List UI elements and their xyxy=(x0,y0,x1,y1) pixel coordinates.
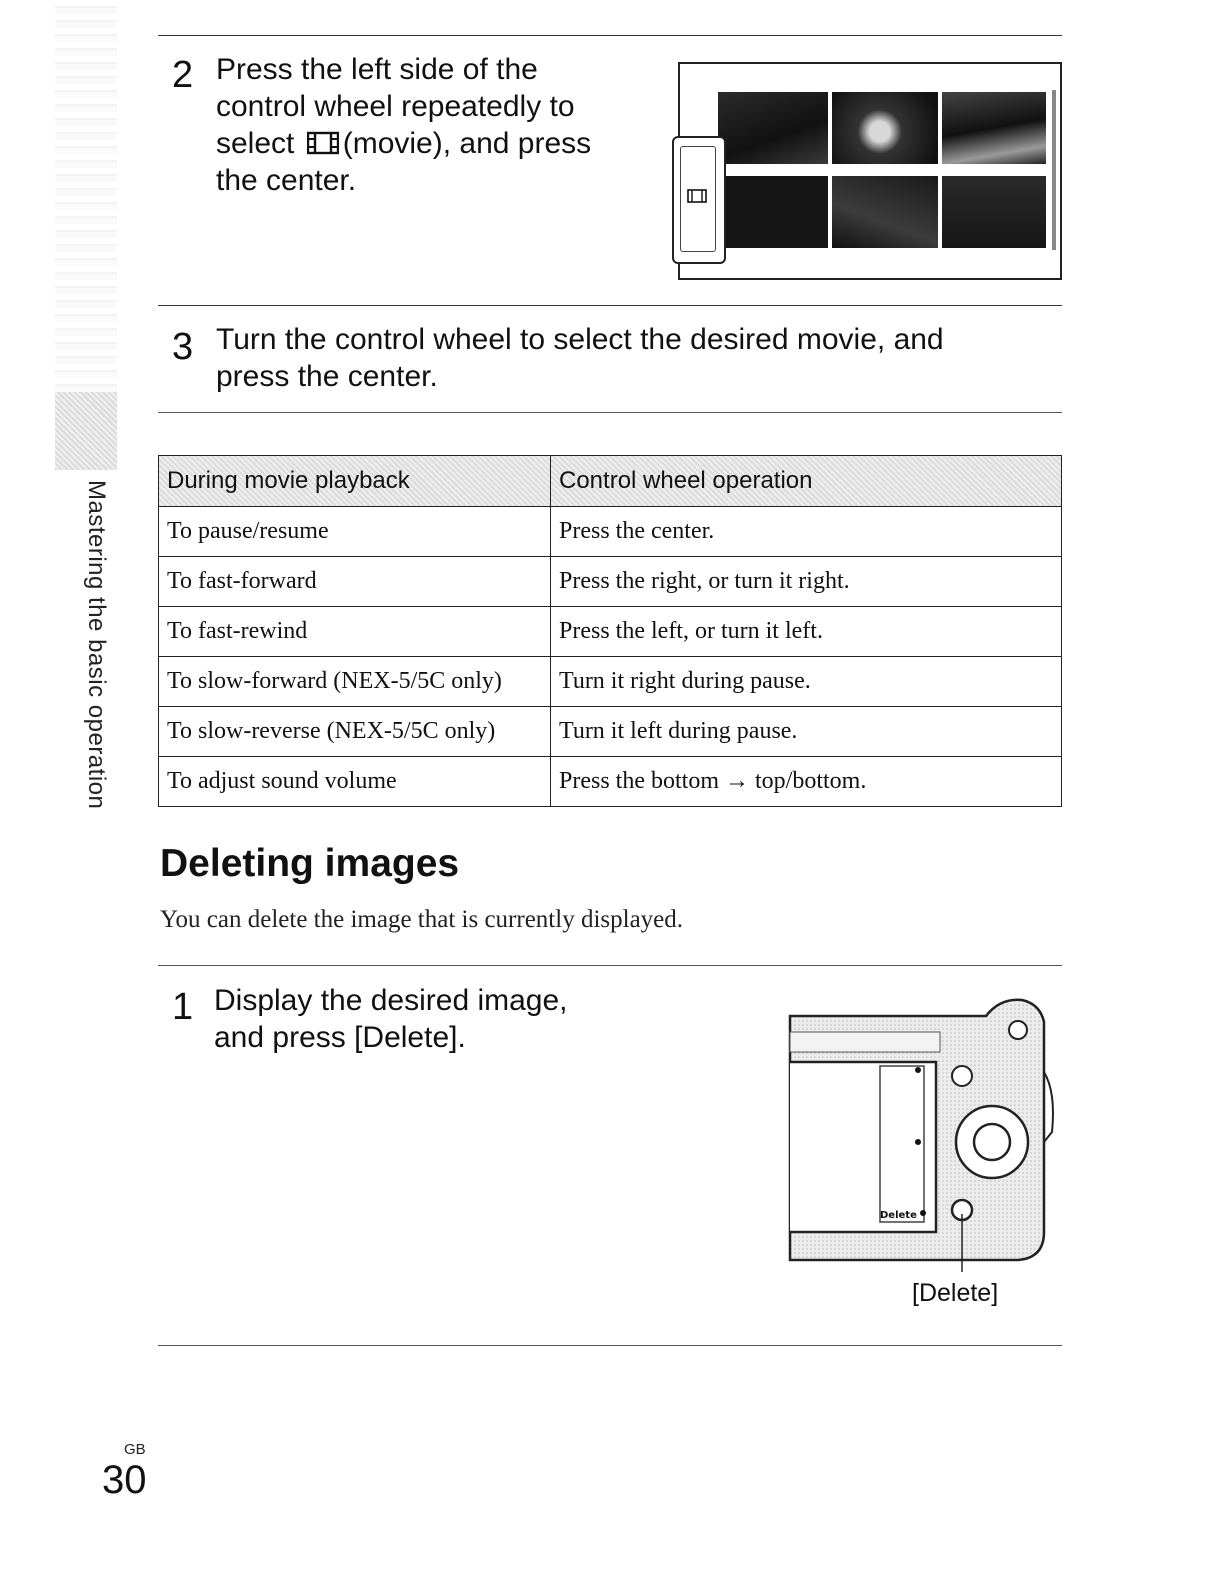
movie-icon xyxy=(307,131,339,155)
rule-before-table xyxy=(158,412,1062,413)
camera-back-illustration xyxy=(786,992,1066,1272)
table-cell-action: To fast-rewind xyxy=(159,607,551,657)
table-cell-operation: Press the center. xyxy=(551,507,1062,557)
section-heading: Deleting images xyxy=(160,842,460,885)
table-header-control-wheel: Control wheel operation xyxy=(551,456,1062,507)
thumbnail-3 xyxy=(942,92,1046,164)
step-1-line-1: Display the desired image, xyxy=(214,984,568,1017)
step-2-line-2: control wheel repeatedly to xyxy=(216,90,575,123)
table-cell-action: To pause/resume xyxy=(159,507,551,557)
step-2-line-4: the center. xyxy=(216,164,357,197)
chapter-side-label-text: Mastering the basic operation xyxy=(83,480,110,810)
step-2-line-1: Press the left side of the xyxy=(216,53,538,86)
step-1-number: 1 xyxy=(172,986,194,1028)
step-2-text xyxy=(216,51,656,199)
edge-scan-strip xyxy=(55,0,117,470)
table-cell-action: To slow-forward (NEX-5/5C only) xyxy=(159,657,551,707)
bottom-rule xyxy=(158,1345,1062,1346)
screen-delete-label: Delete xyxy=(880,1210,917,1221)
table-row xyxy=(159,657,1062,707)
table-cell-action: To adjust sound volume xyxy=(159,757,551,807)
table-cell-operation: Turn it left during pause. xyxy=(551,707,1062,757)
table-cell-operation: Press the bottom → top/bottom. xyxy=(551,757,1062,807)
movie-index-screen-illustration xyxy=(678,62,1062,280)
table-row xyxy=(159,607,1062,657)
step-3-text xyxy=(216,321,1056,395)
step-2-line-3 xyxy=(216,125,656,162)
top-rule xyxy=(158,35,1062,36)
chapter-side-label xyxy=(62,480,122,880)
step-1-text xyxy=(214,982,674,1056)
table-cell-operation: Press the left, or turn it left. xyxy=(551,607,1062,657)
table-row xyxy=(159,707,1062,757)
thumbnail-2 xyxy=(832,92,938,164)
step-3-line-1: Turn the control wheel to select the desired movie, and xyxy=(216,323,944,356)
table-row xyxy=(159,557,1062,607)
page-number: 30 xyxy=(102,1458,147,1502)
thumbnail-1 xyxy=(718,92,828,164)
thumbnail-5 xyxy=(832,176,938,248)
scrollbar xyxy=(1052,90,1056,250)
table-row xyxy=(159,507,1062,557)
step-3-line-2: press the center. xyxy=(216,360,438,393)
step-3-number: 3 xyxy=(172,326,194,368)
rule-step-3 xyxy=(158,305,1062,306)
section-intro: You can delete the image that is currently displayed. xyxy=(160,906,684,933)
step-1-line-2: and press [Delete]. xyxy=(214,1021,466,1054)
table-cell-operation: Press the right, or turn it right. xyxy=(551,557,1062,607)
playback-operations-table xyxy=(158,455,1062,807)
step-2-select-word: select xyxy=(216,127,295,160)
table-cell-operation: Turn it right during pause. xyxy=(551,657,1062,707)
table-cell-action: To slow-reverse (NEX-5/5C only) xyxy=(159,707,551,757)
mode-select-tab-inner xyxy=(680,146,716,252)
chapter-tab-marker xyxy=(55,392,117,470)
movie-mode-icon xyxy=(687,189,707,203)
table-cell-action: To fast-forward xyxy=(159,557,551,607)
rule-step-1 xyxy=(158,965,1062,966)
table-header-during-playback: During movie playback xyxy=(159,456,551,507)
step-2-line-3-rest: (movie), and press xyxy=(342,127,592,160)
step-2-number: 2 xyxy=(172,54,194,96)
table-header-row xyxy=(159,456,1062,507)
region-code: GB xyxy=(124,1441,146,1458)
thumbnail-6 xyxy=(942,176,1046,248)
thumbnail-4 xyxy=(718,176,828,248)
table-row xyxy=(159,757,1062,807)
delete-button-caption: [Delete] xyxy=(912,1279,999,1307)
